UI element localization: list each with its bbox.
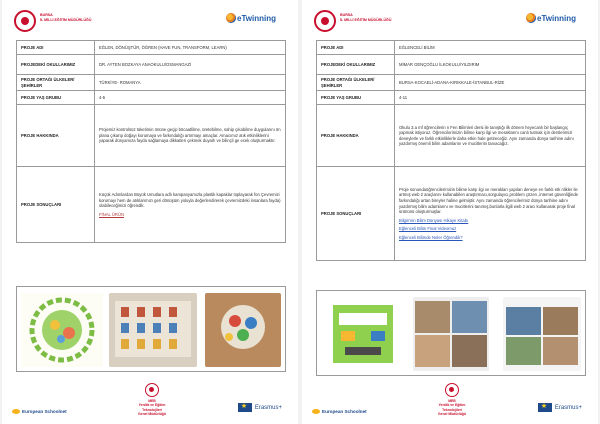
erasmus-logo: ★Erasmus+ (238, 403, 282, 412)
table-row (317, 75, 586, 91)
table-row (317, 91, 586, 105)
meb-logo-text: BURSA İL MİLLİ EĞİTİM MÜDÜRLÜĞÜ (340, 13, 392, 22)
row-value: TÜRKİYE- ROMANYA (95, 75, 286, 91)
meb-yegitek-logo: MEB Yenilik ve Eğitim Teknolojileri Genel Müdürlüğü (130, 383, 174, 416)
table-row (317, 55, 586, 75)
row-value: EĞLEN, DÖNÜŞTÜR, ÖĞREN (HAVE FUN, TRANSFORM, LEARN) (95, 41, 286, 55)
row-key: PROJE ORTAĞI ÜLKELER/ŞEHİRLER (17, 75, 95, 91)
bottle-cap-craft-image (205, 293, 281, 367)
etwinning-logo: eTwinning (237, 14, 276, 23)
students-collage-image (413, 297, 489, 371)
row-key: PROJE HAKKINDA (317, 105, 395, 167)
row-value: 4-5 (95, 91, 286, 105)
row-value: Projemiz kontrolsüz tüketimin önüne geçip böcaatlilme, üretebilme, sahip çıkabilme duygularını ön plana çıkarıp doğayı korumaya ve farkındalığı artırmayı amaçlar. Amacımız atık etkinliklerini yaparak dünyamıza fayda sağlamaya dikkatleri çekmek duyarlı ve bilinçli ge ecek oluşturmaktır. (95, 105, 286, 167)
eu-flag-icon (238, 403, 252, 412)
table-row (17, 105, 286, 167)
page-footer (302, 384, 598, 418)
meb-seal-icon (445, 383, 459, 397)
meb-logo-icon (14, 10, 36, 32)
page-footer (2, 384, 298, 418)
european-schoolnet-logo: European Schoolnet (312, 409, 367, 414)
page-header (302, 8, 598, 34)
meb-seal-icon (145, 383, 159, 397)
row-key: PROJE YAŞ GRUBU (17, 91, 95, 105)
etwinning-star-icon (526, 13, 536, 23)
row-key: PROJE SONUÇLARI (17, 167, 95, 243)
science-poster-image (323, 297, 403, 371)
page-header (2, 8, 298, 34)
row-value: 4-11 (395, 91, 586, 105)
row-key: PROJE ADI (317, 41, 395, 55)
row-value: Proje sonundaöğrencilerimizin bilime karşı ilgi ve merakları yapılan deneye en farklı etk nlikler ile artmış web 2 araçlarını kullanabilen araştırmacı,sorgulayıcı,problem çözen ,internet güvenliğinde farkındalığı artan bireyler haline gelmiştir. Aynı zamanda öğrencilerimiz dünya tarihine adını yazdırmış bilim adamlarını ve mucitlerini tanımış,bunlarla ilgili web 2 aracı kullanarak proje final ürününü oluşturmuşlar. Bilgin'nin Bilim Dünyası Hikaye Kitabı Eğlenceli Bilim Final Videomuz Eğlenceli Bilimde Neler Öğrendik? (395, 167, 586, 261)
table-row (17, 55, 286, 75)
classroom-collage-image (503, 297, 581, 371)
row-key: PROJE ORTAĞI ÜLKELER/ŞEHİRLER (317, 75, 395, 91)
photo-strip-left (16, 286, 286, 372)
row-value: Küçük Adımlardan Büyük Umutlara adlı kampanyamızla plastik kapaklar toplayarak fon Çevremizi korumayı hem de atıklarımızı geri dönüşüm yoluyla değerlendirerek çevremizdeki insanlara fayda) olabileceğimizi öğrendik. FİNAL ÜRÜN (95, 167, 286, 243)
eu-flag-icon (538, 403, 552, 412)
right-page (302, 0, 598, 424)
erasmus-logo: ★Erasmus+ (538, 403, 582, 412)
table-row (17, 167, 286, 243)
row-key: PROJEDEKİ OKULLARIMIZ (317, 55, 395, 75)
meb-yegitek-logo: MEB Yenilik ve Eğitim Teknolojileri Genel Müdürlüğü (430, 383, 474, 416)
project-info-table-right (316, 40, 586, 261)
table-row (317, 167, 586, 261)
table-row (317, 105, 586, 167)
table-row (17, 91, 286, 105)
row-value: MİMAR GENÇOĞLU İLKOKULU/YILDIRIM (395, 55, 586, 75)
table-row (17, 75, 286, 91)
row-key: PROJE SONUÇLARI (317, 167, 395, 261)
recycle-poster-image (21, 293, 103, 367)
row-key: PROJEDEKİ OKULLARIMIZ (17, 55, 95, 75)
what-we-learned-link[interactable]: Eğlenceli Bilimde Neler Öğrendik? (399, 234, 463, 240)
storybook-link[interactable]: Bilgin'nin Bilim Dünyası Hikaye Kitabı (399, 217, 469, 223)
table-row (17, 41, 286, 55)
row-value: EĞLENCELİ BİLİM (395, 41, 586, 55)
etwinning-star-icon (226, 13, 236, 23)
row-key: PROJE YAŞ GRUBU (317, 91, 395, 105)
etwinning-logo: eTwinning (537, 14, 576, 23)
row-value: BURSA-KOCAELİ-ADANA-KIRIKKALE-İSTANBUL-RİZE (395, 75, 586, 91)
european-schoolnet-logo: European Schoolnet (12, 409, 67, 414)
schoolnet-dots-icon (12, 409, 20, 414)
project-info-table-left (16, 40, 286, 243)
row-key: PROJE HAKKINDA (17, 105, 95, 167)
left-page (2, 0, 298, 424)
photo-strip-right (316, 290, 586, 376)
final-product-link[interactable]: FİNAL ÜRÜN (99, 211, 124, 217)
meb-logo-icon (314, 10, 336, 32)
table-row (317, 41, 586, 55)
schoolnet-dots-icon (312, 409, 320, 414)
final-video-link[interactable]: Eğlenceli Bilim Final Videomuz (399, 226, 457, 232)
row-key: PROJE ADI (17, 41, 95, 55)
craft-display-image (109, 293, 197, 367)
row-value: Okulu 3.a mf öğrencilerin n Fen Bilimleri dersi ile tanıştığı ilk dönem heyecanlı bir başlangıç yapmak istiyoruz. Öğrencilerimizin bilime karşı ilgi ve meraklarını canlı tutmak için derslerimizi deneylerle ve farklı etkinliklerle daha etkin hale getireceğiz. Aynı zamanda dünya tarihine adını yazdırmış önemli bilim adamlarını ve mucitlerini tanıacağız. (395, 105, 586, 167)
meb-logo-text: BURSA İL MİLLİ EĞİTİM MÜDÜRLÜĞÜ (40, 13, 92, 22)
row-value: DR. AYTEN BOZKAYA ANAOKULU/OSMANGAZİ (95, 55, 286, 75)
